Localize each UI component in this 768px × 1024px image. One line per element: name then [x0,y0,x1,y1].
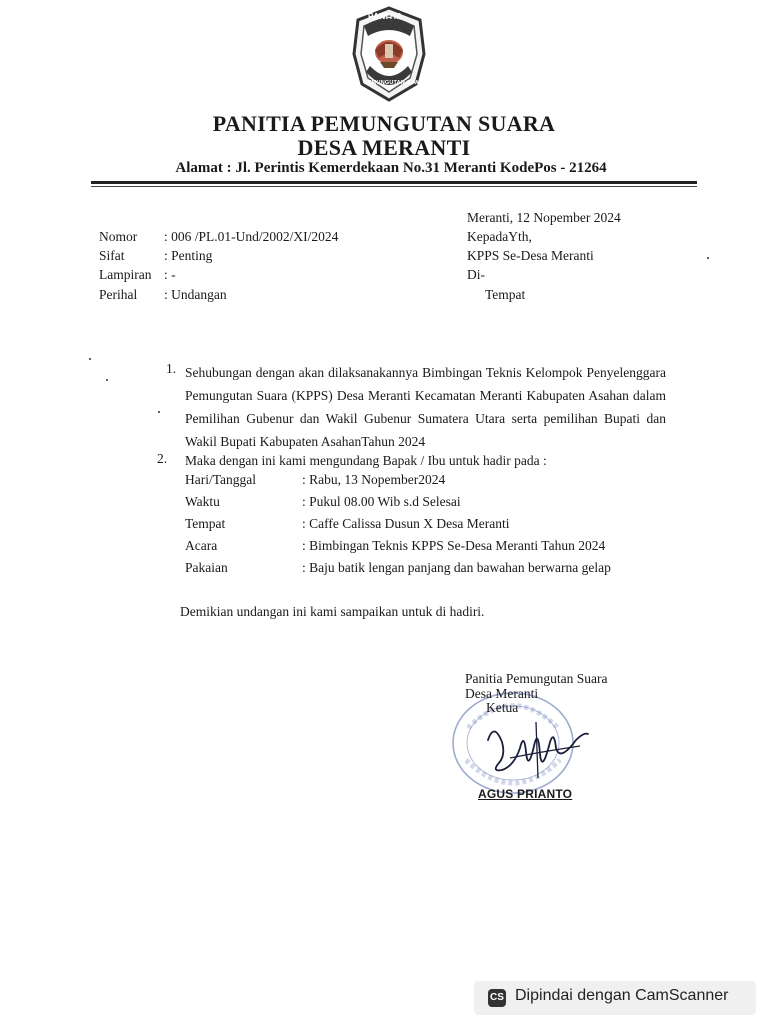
recipient-name: KPPS Se-Desa Meranti [467,248,594,263]
detail-label: Acara [185,538,218,553]
signature-role: Ketua [486,700,519,715]
signer-name: AGUS PRIANTO [478,787,573,801]
paragraph-2: Maka dengan ini kami mengundang Bapak / Ibu untuk hadir pada : [185,453,547,468]
detail-value: : Pukul 08.00 Wib s.d Selesai [302,494,461,509]
recipient-place: Tempat [485,287,526,302]
scan-speck [89,358,91,360]
detail-value: : Bimbingan Teknis KPPS Se-Desa Meranti Tahun 2024 [302,538,606,553]
letterhead-rule-thin [91,186,697,187]
detail-row [185,538,605,554]
closing-sentence: Demikian undangan ini kami sampaikan untuk di hadiri. [180,604,485,619]
handwritten-signature [480,712,590,784]
letterhead-subtitle: DESA MERANTI [297,135,471,160]
camscanner-icon: CS [488,989,506,1007]
camscanner-text: Dipindai dengan CamScanner [515,987,729,1004]
lampiran-label: Lampiran [99,267,152,282]
signature-org-line1: Panitia Pemungutan Suara [465,671,608,686]
nomor-value: : 006 /PL.01-Und/2002/XI/2024 [164,229,339,244]
signature-org-line2: Desa Meranti [465,686,539,701]
perihal-label: Perihal [99,287,138,302]
perihal-value: : Undangan [164,287,227,302]
detail-label: Hari/Tanggal [185,472,257,487]
logo-bottom-text: PEMUNGUTAN SUARA [364,80,428,86]
scan-speck [707,257,709,259]
detail-value: : Baju batik lengan panjang dan bawahan berwarna gelap [302,560,611,575]
scan-speck [106,379,108,381]
scan-speck [158,411,160,413]
letterhead-rule [91,181,697,184]
detail-label: Waktu [185,494,220,509]
detail-row [185,560,611,576]
detail-row [185,516,509,532]
paragraph-2-number: 2. [157,451,168,466]
logo-top-text: PANITIA [368,12,403,21]
paragraph-1: Sehubungan dengan akan dilaksanakannya Bimbingan Teknis Kelompok Penyelenggara Pemungutan Suara (KPPS) Desa Meranti Kecamatan Meranti Kabupaten Asahan dalam Pemilihan Gubenur dan Wakil Gubenur Sumatera Utara serta pemilihan Bupati dan Wakil Bupati Kabupaten AsahanTahun 2024 [185,365,666,449]
detail-label: Tempat [185,516,226,531]
detail-row [185,472,445,488]
detail-row [185,494,461,510]
sifat-value: : Penting [164,248,213,263]
paragraph-1-number: 1. [166,361,177,376]
lampiran-value: : - [164,267,176,282]
place-date: Meranti, 12 Nopember 2024 [467,210,621,225]
sifat-label: Sifat [99,248,125,263]
recipient-di: Di- [467,267,485,282]
recipient-to: KepadaYth, [467,229,532,244]
letterhead-address: Alamat : Jl. Perintis Kemerdekaan No.31 Meranti KodePos - 21264 [175,160,607,176]
detail-label: Pakaian [185,560,228,575]
letterhead-title: PANITIA PEMUNGUTAN SUARA [212,111,556,136]
nomor-label: Nomor [99,229,138,244]
detail-value: : Rabu, 13 Nopember2024 [302,472,446,487]
detail-value: : Caffe Calissa Dusun X Desa Meranti [302,516,510,531]
